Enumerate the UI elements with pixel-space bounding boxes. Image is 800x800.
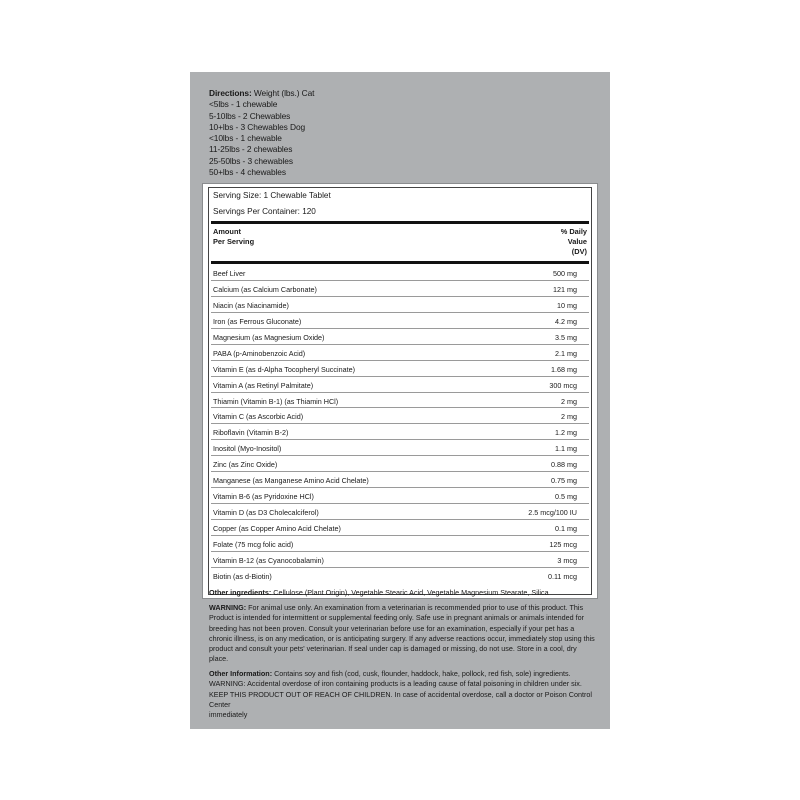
directions-line: 25-50lbs - 3 chewables [209, 155, 293, 166]
nutrient-amount: 121 mg [553, 284, 577, 294]
nutrient-row [211, 297, 589, 313]
nutrient-row [211, 424, 589, 440]
nutrient-amount: 0.5 mg [555, 492, 577, 502]
nutrient-amount: 1.2 mg [555, 428, 577, 438]
directions-line: 11-25lbs - 2 chewables [209, 144, 293, 155]
nutrient-row [211, 281, 589, 297]
directions-section [209, 88, 314, 178]
nutrient-name: Niacin (as Niacinamide) [213, 300, 289, 310]
nutrient-amount: 0.1 mg [555, 524, 577, 533]
nutrient-amount: 4.2 mg [555, 316, 577, 326]
directions-line: <10lbs - 1 chewable [209, 133, 282, 144]
nutrient-name: Vitamin D (as D3 Cholecalciferol) [213, 508, 319, 518]
directions-line: <5lbs - 1 chewable [209, 99, 278, 110]
nutrient-amount: 500 mg [553, 269, 577, 278]
other-ingredients-text: Cellulose (Plant Origin), Vegetable Stearic Acid, Vegetable Magnesium Stearate, Silica [271, 588, 549, 597]
nutrient-name: Vitamin A (as Retinyl Palmitate) [213, 380, 314, 390]
thick-divider [211, 221, 589, 224]
nutrient-row [211, 440, 589, 456]
nutrient-row [211, 377, 589, 393]
supplement-label-panel [190, 72, 610, 729]
nutrient-name: Manganese (as Manganese Amino Acid Chelate) [213, 476, 369, 486]
nutrient-row [211, 361, 589, 377]
nutrient-row [211, 329, 589, 345]
daily-value-header: % Daily Value (DV) [560, 227, 587, 256]
directions-line: 10+lbs - 3 Chewables Dog [209, 121, 306, 132]
nutrient-name: Vitamin B-6 (as Pyridoxine HCl) [213, 492, 314, 502]
nutrient-row [211, 265, 589, 281]
nutrient-amount: 0.75 mg [551, 476, 577, 486]
nutrient-row [211, 488, 589, 504]
nutrient-amount: 2 mg [561, 396, 577, 406]
nutrient-amount: 125 mcg [549, 539, 577, 549]
other-information: Other Information: Contains soy and fish (cod, cusk, flounder, haddock, hake, pollock, red fish, sole) ingredients. WARNING: Accidental overdose of iron containing products is a leading cause of fatal poisoning in children under six. KEEP THIS PRODUCT OUT OF REACH OF CHILDREN. In case of accidental overdose, call a doctor or Poison Control Center immediately [209, 669, 592, 720]
thick-divider [211, 261, 589, 264]
nutrient-name: Inositol (Myo-Inositol) [213, 444, 282, 454]
other-ingredients-label: Other ingredients: [209, 588, 272, 597]
nutrient-name: Riboflavin (Vitamin B-2) [213, 428, 289, 438]
nutrient-amount: 3 mcg [557, 555, 577, 565]
nutrient-row [211, 472, 589, 488]
supplement-facts-box [203, 184, 597, 598]
nutrient-amount: 1.68 mg [551, 364, 577, 374]
nutrient-amount: 10 mg [557, 300, 577, 310]
nutrient-amount: 300 mcg [549, 380, 577, 390]
servings-per-container: Servings Per Container: 120 [213, 207, 316, 216]
nutrient-row [211, 393, 589, 409]
nutrient-name: Iron (as Ferrous Gluconate) [213, 316, 302, 326]
warning-label: WARNING: [209, 603, 247, 612]
nutrient-name: Folate (75 mcg folic acid) [213, 539, 294, 549]
directions-line: 5-10lbs - 2 Chewables [209, 110, 291, 121]
nutrient-amount: 0.11 mcg [547, 571, 577, 581]
nutrient-row [211, 536, 589, 552]
nutrient-row [211, 456, 589, 472]
nutrient-row [211, 552, 589, 568]
nutrient-rows [211, 265, 589, 584]
warning-section: WARNING: For animal use only. An examination from a veterinarian is recommended prior to use of this product. This Product is intended for intermittent or supplemental feeding only. Safe use in pregnant animals or animals intended for breeding has not been proven. Consult your veterinarian before use for an examination, especially if your pet has a chronic illness, is on any medication, or is anticipating surgery. If any adverse reactions occur, immediately stop using this product and consult your pets' veterinarian. If seal under cap is damaged or missing, do not use. Store in a cool, dry place. [209, 603, 595, 664]
nutrient-name: Vitamin C (as Ascorbic Acid) [213, 412, 304, 422]
nutrient-name: Thiamin (Vitamin B-1) (as Thiamin HCl) [213, 396, 339, 406]
nutrient-row [211, 408, 589, 424]
nutrient-name: Vitamin B-12 (as Cyanocobalamin) [213, 555, 324, 565]
nutrient-amount: 0.88 mg [551, 460, 577, 470]
amount-header: Amount Per Serving [213, 227, 255, 246]
nutrient-amount: 3.5 mg [555, 332, 577, 342]
nutrient-amount: 2.1 mg [555, 348, 577, 358]
directions-line: 50+lbs - 4 chewables [209, 167, 286, 178]
nutrient-name: Beef Liver [213, 269, 246, 278]
serving-size: Serving Size: 1 Chewable Tablet [213, 191, 331, 200]
nutrient-name: Vitamin E (as d-Alpha Tocopheryl Succinate) [213, 364, 355, 374]
nutrient-name: Calcium (as Calcium Carbonate) [213, 284, 317, 294]
nutrient-row [211, 568, 589, 584]
directions-heading: Directions: Weight (lbs.) Cat [209, 88, 315, 98]
nutrient-amount: 1.1 mg [555, 444, 577, 454]
other-information-label: Other Information: [209, 669, 273, 678]
nutrient-row [211, 520, 589, 536]
nutrient-name: Magnesium (as Magnesium Oxide) [213, 332, 325, 342]
supplement-facts-inner [208, 187, 592, 595]
other-ingredients [209, 588, 595, 598]
nutrient-name: Biotin (as d-Biotin) [213, 571, 272, 581]
nutrient-row [211, 313, 589, 329]
nutrient-name: Zinc (as Zinc Oxide) [213, 460, 278, 470]
nutrient-amount: 2 mg [561, 412, 577, 422]
nutrient-amount: 2.5 mcg/100 IU [528, 508, 577, 518]
nutrient-row [211, 345, 589, 361]
nutrient-name: Copper (as Copper Amino Acid Chelate) [213, 524, 341, 533]
nutrient-name: PABA (p-Aminobenzoic Acid) [213, 348, 306, 358]
nutrient-row [211, 504, 589, 520]
